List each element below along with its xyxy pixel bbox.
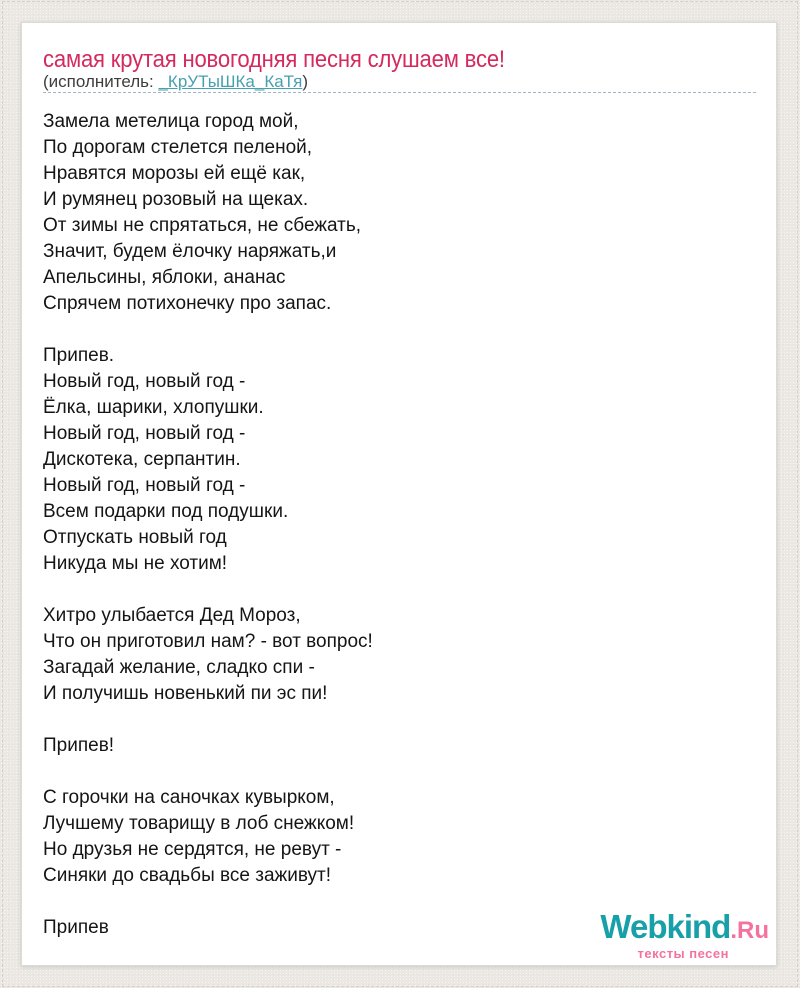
logo-wordmark xyxy=(600,908,769,950)
lyric-line: Новый год, новый год - xyxy=(43,475,246,496)
lyric-line: Никуда мы не хотим! xyxy=(43,553,228,574)
artist-prefix: (исполнитель: xyxy=(43,72,159,91)
lyric-line xyxy=(43,707,756,733)
artist-line xyxy=(43,73,756,93)
lyric-line: И румянец розовый на щеках. xyxy=(43,189,309,210)
lyric-line xyxy=(43,317,756,343)
lyric-line: Припев. xyxy=(43,345,115,366)
lyric-line: Апельсины, яблоки, ананас xyxy=(43,267,286,288)
logo-tagline: тексты песен xyxy=(637,946,729,961)
lyrics-card xyxy=(21,22,777,966)
lyric-line: Спрячем потихонечку про запас. xyxy=(43,293,332,314)
lyrics xyxy=(43,109,756,941)
lyric-line: По дорогам стелется пеленой, xyxy=(43,137,313,158)
lyric-line xyxy=(43,577,756,603)
lyric-line: Лучшему товарищу в лоб снежком! xyxy=(43,813,355,834)
webkind-logo[interactable] xyxy=(600,908,769,961)
lyric-line: С горочки на саночках кувырком, xyxy=(43,787,335,808)
lyric-line xyxy=(43,759,756,785)
lyric-line: Загадай желание, сладко спи - xyxy=(43,657,315,678)
lyric-line: Дискотека, серпантин. xyxy=(43,449,241,470)
lyric-line: Всем подарки под подушки. xyxy=(43,501,289,522)
lyric-line: Отпускать новый год xyxy=(43,527,227,548)
lyric-line: И получишь новенький пи эс пи! xyxy=(43,683,328,704)
lyric-line: Замела метелица город мой, xyxy=(43,111,299,132)
lyric-line: Значит, будем ёлочку наряжать,и xyxy=(43,241,337,262)
lyric-line: Хитро улыбается Дед Мороз, xyxy=(43,605,301,626)
lyric-line: Синяки до свадьбы все заживут! xyxy=(43,865,331,886)
artist-suffix: ) xyxy=(302,72,308,91)
lyric-line: Припев! xyxy=(43,735,115,756)
lyric-line: Новый год, новый год - xyxy=(43,423,246,444)
lyric-line: Нравятся морозы ей ещё как, xyxy=(43,163,306,184)
lyric-line: От зимы не спрятаться, не сбежать, xyxy=(43,215,362,236)
lyric-line: Новый год, новый год - xyxy=(43,371,246,392)
artist-link[interactable]: _КрУТыШКа_КаТя xyxy=(158,72,303,91)
logo-ru-text: .Ru xyxy=(730,917,769,944)
page-title: самая крутая новогодняя песня слушаем все! xyxy=(43,46,505,73)
lyric-line: Ёлка, шарики, хлопушки. xyxy=(43,397,264,418)
lyric-line: Что он приготовил нам? - вот вопрос! xyxy=(43,631,373,652)
logo-webkind-text: Webkind xyxy=(600,908,731,945)
lyric-line: Припев xyxy=(43,917,109,938)
lyric-line: Но друзья не сердятся, не ревут - xyxy=(43,839,342,860)
